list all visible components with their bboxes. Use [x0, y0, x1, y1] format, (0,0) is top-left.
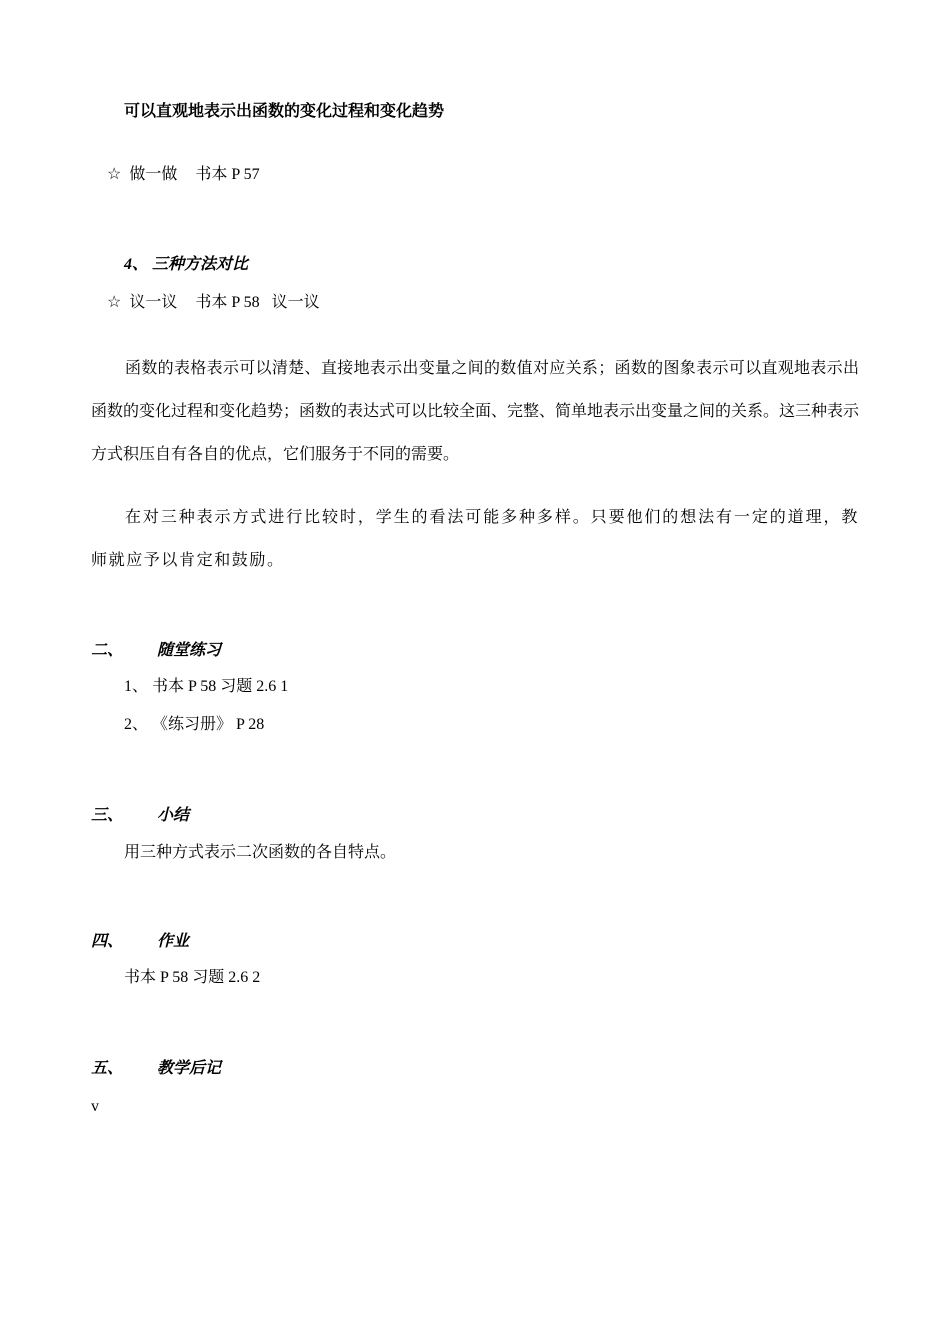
section-number: 四、 — [91, 933, 124, 950]
section-title: 作业 — [157, 933, 190, 950]
star-icon: ☆ — [107, 166, 122, 183]
activity-suffix: 议一议 — [271, 294, 320, 311]
subsection-title: 4、 三种方法对比 — [124, 256, 249, 273]
list-item: 2、 《练习册》 P 28 — [124, 716, 265, 733]
paragraph-teaching-note: 在对三种表示方式进行比较时，学生的看法可能多种多样。只要他们的想法有一定的道理，教师就应予以肯定和鼓励。 — [91, 509, 859, 569]
section-heading — [91, 932, 189, 952]
trailing-mark: v — [91, 1098, 99, 1115]
section-number: 五、 — [91, 1060, 124, 1077]
section-title: 随堂练习 — [157, 642, 222, 659]
section-body: 书本 P 58 习题 2.6 2 — [124, 969, 261, 986]
activity-discuss-line — [107, 293, 320, 313]
paragraph-comparison: 函数的表格表示可以清楚、直接地表示出变量之间的数值对应关系；函数的图象表示可以直观地表示出函数的变化过程和变化趋势；函数的表达式可以比较全面、完整、简单地表示出变量之间的关系。这三种表示方式积压自有各自的优点，它们服务于不同的需要。 — [91, 360, 860, 463]
section-number: 三、 — [91, 807, 124, 824]
activity-do-line — [107, 165, 260, 185]
list-item: 1、 书本 P 58 习题 2.6 1 — [124, 678, 289, 695]
star-icon: ☆ — [107, 294, 122, 311]
section-heading — [91, 806, 189, 826]
activity-ref: 书本 P 58 — [195, 294, 260, 311]
section-heading — [91, 1059, 221, 1079]
section-heading — [91, 641, 221, 661]
section-number: 二、 — [91, 642, 124, 659]
section-title: 教学后记 — [157, 1060, 222, 1077]
activity-label: 做一做 — [129, 166, 178, 183]
section-title: 小结 — [157, 807, 190, 824]
activity-ref: 书本 P 57 — [195, 166, 260, 183]
intro-bold-line: 可以直观地表示出函数的变化过程和变化趋势 — [124, 103, 445, 120]
activity-label: 议一议 — [129, 294, 178, 311]
section-body: 用三种方式表示二次函数的各自特点。 — [124, 844, 397, 861]
